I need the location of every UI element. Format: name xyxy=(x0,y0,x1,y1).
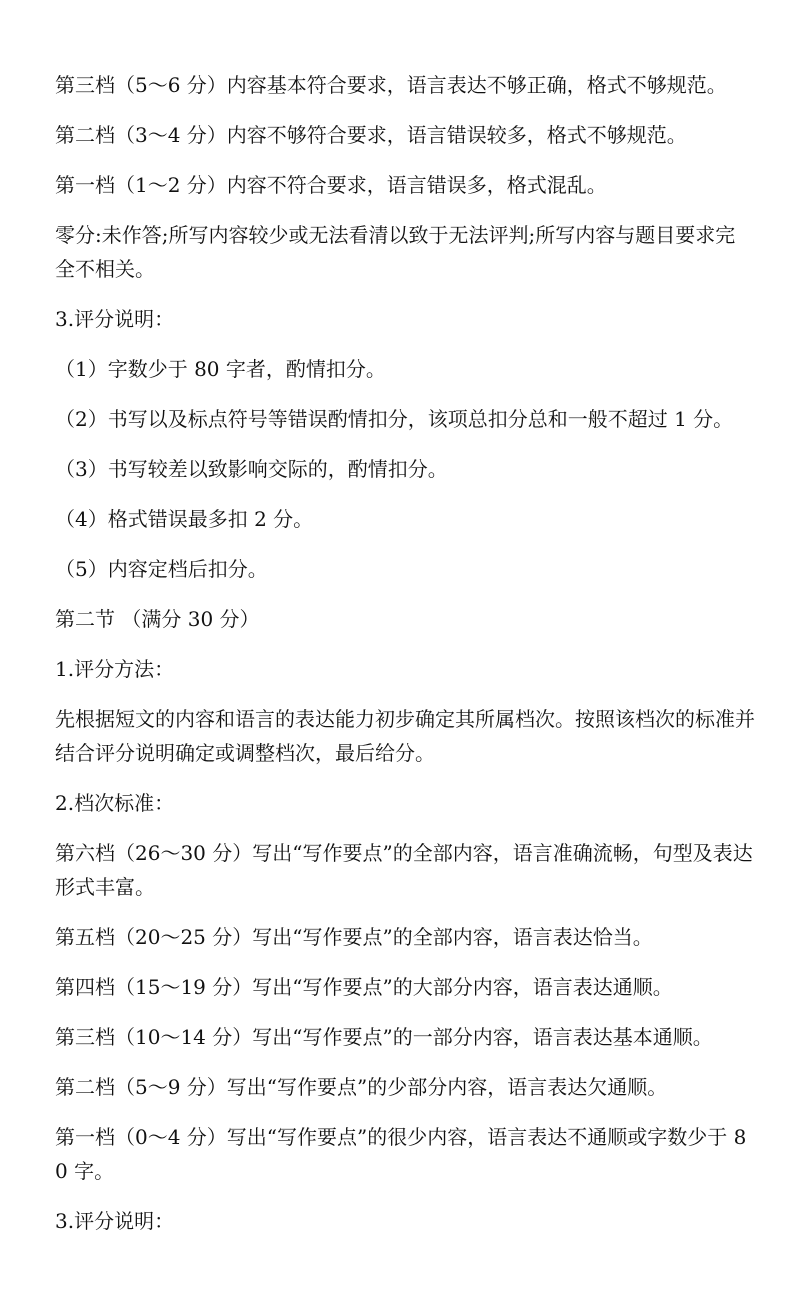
grade-1-line: 第一档（1～2 分）内容不符合要求，语言错误多，格式混乱。 xyxy=(55,173,607,197)
grade-2-line: 第二档（3～4 分）内容不够符合要求，语言错误较多，格式不够规范。 xyxy=(55,123,687,147)
scoring-notes-heading-2: 3.评分说明： xyxy=(55,1209,175,1233)
note-1-line: （1）字数少于 80 字者，酌情扣分。 xyxy=(55,357,386,381)
note-3-line: （3）书写较差以致影响交际的，酌情扣分。 xyxy=(55,457,448,481)
grade-6-line: 第六档（26～30 分）写出“写作要点”的全部内容，语言准确流畅，句型及表达形式丰富。 xyxy=(55,841,753,899)
zero-score-line: 零分:未作答;所写内容较少或无法看清以致于无法评判;所写内容与题目要求完全不相关。 xyxy=(55,223,736,281)
grade-4-line: 第四档（15～19 分）写出“写作要点”的大部分内容，语言表达通顺。 xyxy=(55,975,673,999)
scoring-method-heading: 1.评分方法： xyxy=(55,657,175,681)
grade-1b-line: 第一档（0～4 分）写出“写作要点”的很少内容，语言表达不通顺或字数少于 80 字。 xyxy=(55,1125,747,1183)
grade-standards-heading: 2.档次标准： xyxy=(55,791,175,815)
section-2-title: 第二节 （满分 30 分） xyxy=(55,607,260,631)
grade-5-line: 第五档（20～25 分）写出“写作要点”的全部内容，语言表达恰当。 xyxy=(55,925,653,949)
scoring-method-text: 先根据短文的内容和语言的表达能力初步确定其所属档次。按照该档次的标准并结合评分说明确定或调整档次，最后给分。 xyxy=(55,707,755,765)
note-5-line: （5）内容定档后扣分。 xyxy=(55,557,268,581)
note-2-line: （2）书写以及标点符号等错误酌情扣分，该项总扣分总和一般不超过 1 分。 xyxy=(55,407,734,431)
grade-3-line: 第三档（5～6 分）内容基本符合要求，语言表达不够正确，格式不够规范。 xyxy=(55,73,727,97)
grade-2b-line: 第二档（5～9 分）写出“写作要点”的少部分内容，语言表达欠通顺。 xyxy=(55,1075,668,1099)
document-page xyxy=(55,68,755,1254)
scoring-notes-heading: 3.评分说明： xyxy=(55,307,175,331)
note-4-line: （4）格式错误最多扣 2 分。 xyxy=(55,507,314,531)
grade-3b-line: 第三档（10～14 分）写出“写作要点”的一部分内容，语言表达基本通顺。 xyxy=(55,1025,713,1049)
